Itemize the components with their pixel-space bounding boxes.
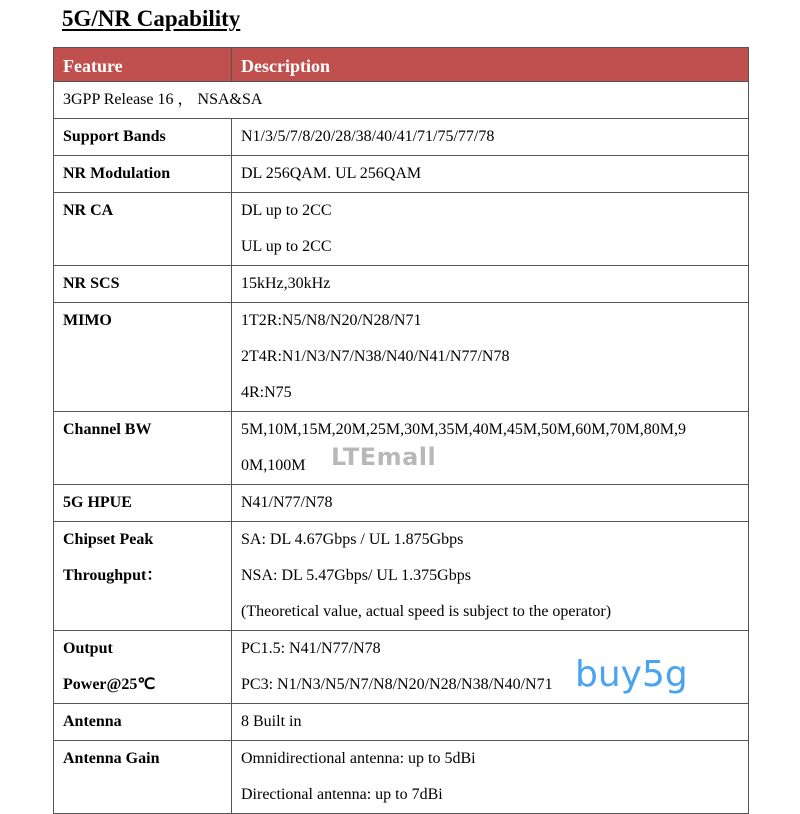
- description-line: N41/N77/N78: [241, 494, 333, 511]
- description-line: PC3: N1/N3/N5/N7/N8/N20/N28/N38/N40/N71: [241, 676, 553, 693]
- description-cell: [232, 412, 749, 485]
- description-cell: [232, 522, 749, 631]
- description-cell: [232, 741, 749, 814]
- feature-label: Antenna Gain: [63, 750, 160, 767]
- feature-label: Channel BW: [63, 421, 152, 438]
- description-cell: [232, 156, 749, 193]
- table-row: [54, 266, 749, 303]
- feature-label: MIMO: [63, 312, 112, 329]
- table-row: [54, 704, 749, 741]
- description-line: 8 Built in: [241, 713, 302, 730]
- intro-text: 3GPP Release 16 ， NSA&SA: [63, 91, 263, 108]
- description-cell: [232, 704, 749, 741]
- intro-row: [54, 82, 749, 119]
- intro-cell: [54, 82, 749, 119]
- lte-watermark: LTEmall: [331, 443, 437, 471]
- table-row: [54, 741, 749, 814]
- table-row: [54, 193, 749, 266]
- header-description: Description: [232, 48, 749, 82]
- description-line: 2T4R:N1/N3/N7/N38/N40/N41/N77/N78: [241, 348, 510, 365]
- feature-cell: [54, 485, 232, 522]
- description-line: DL up to 2CC: [241, 202, 332, 219]
- feature-cell: [54, 156, 232, 193]
- header-feature: Feature: [54, 48, 232, 82]
- description-cell: [232, 303, 749, 412]
- description-cell: [232, 485, 749, 522]
- buy5g-watermark: buy5g: [575, 654, 688, 695]
- feature-label: Chipset Peak: [63, 531, 154, 548]
- description-line: Omnidirectional antenna: up to 5dBi: [241, 750, 476, 767]
- feature-cell: [54, 522, 232, 631]
- table-row: [54, 303, 749, 412]
- feature-cell: [54, 631, 232, 704]
- feature-label: NR Modulation: [63, 165, 171, 182]
- description-line: 15kHz,30kHz: [241, 275, 331, 292]
- feature-label: 5G HPUE: [63, 494, 132, 511]
- feature-label: Throughput：: [63, 567, 163, 584]
- capability-table: [53, 47, 749, 814]
- table-header-row: [54, 48, 749, 82]
- description-line: (Theoretical value, actual speed is subject to the operator): [241, 603, 612, 620]
- feature-label: Antenna: [63, 713, 122, 730]
- table-row: [54, 485, 749, 522]
- feature-cell: [54, 303, 232, 412]
- description-cell: [232, 119, 749, 156]
- feature-cell: [54, 704, 232, 741]
- description-line: PC1.5: N41/N77/N78: [241, 640, 381, 657]
- description-cell: [232, 266, 749, 303]
- feature-cell: [54, 193, 232, 266]
- description-line: NSA: DL 5.47Gbps/ UL 1.375Gbps: [241, 567, 471, 584]
- feature-label: Power@25℃: [63, 676, 156, 693]
- description-line: N1/3/5/7/8/20/28/38/40/41/71/75/77/78: [241, 128, 495, 145]
- description-line: 5M,10M,15M,20M,25M,30M,35M,40M,45M,50M,60M,70M,80M,9: [241, 421, 686, 438]
- description-line: SA: DL 4.67Gbps / UL 1.875Gbps: [241, 531, 464, 548]
- feature-cell: [54, 119, 232, 156]
- feature-cell: [54, 741, 232, 814]
- description-cell: [232, 193, 749, 266]
- description-line: 0M,100M: [241, 457, 306, 474]
- page-title: 5G/NR Capability: [62, 6, 241, 31]
- feature-label: NR CA: [63, 202, 114, 219]
- feature-label: NR SCS: [63, 275, 120, 292]
- feature-label: Support Bands: [63, 128, 166, 145]
- description-line: 1T2R:N5/N8/N20/N28/N71: [241, 312, 422, 329]
- table-row: [54, 156, 749, 193]
- description-line: UL up to 2CC: [241, 238, 332, 255]
- feature-cell: [54, 266, 232, 303]
- description-line: 4R:N75: [241, 384, 292, 401]
- feature-label: Output: [63, 640, 113, 657]
- description-line: Directional antenna: up to 7dBi: [241, 786, 443, 803]
- table-row: [54, 522, 749, 631]
- description-line: DL 256QAM. UL 256QAM: [241, 165, 422, 182]
- feature-cell: [54, 412, 232, 485]
- table-row: [54, 119, 749, 156]
